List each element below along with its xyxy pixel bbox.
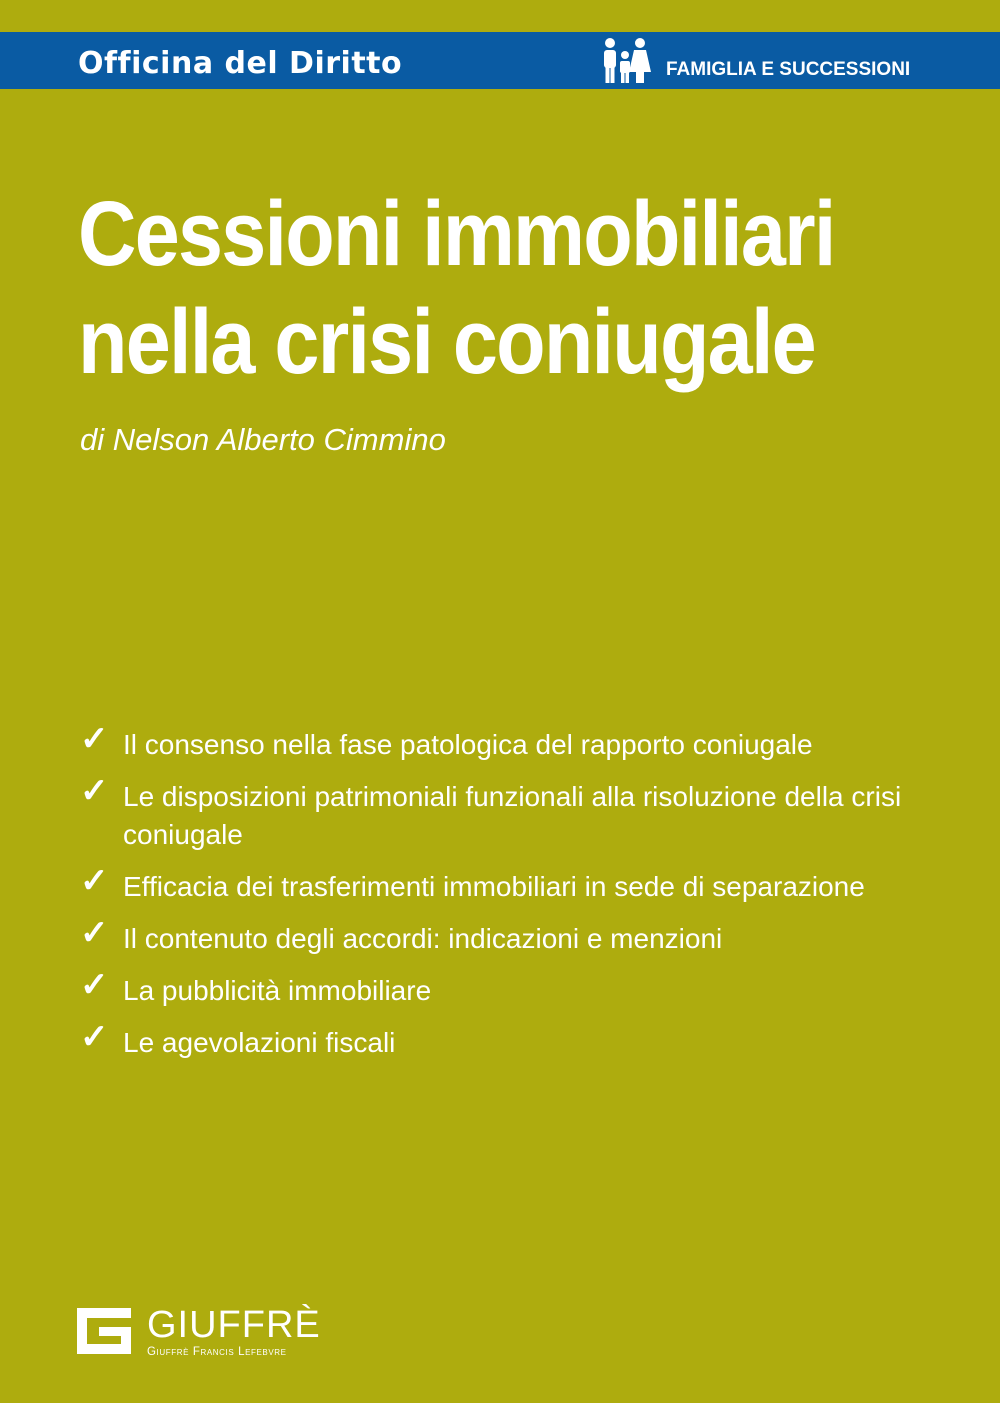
publisher-name: GIUFFRÈ bbox=[147, 1304, 321, 1346]
contents-list bbox=[80, 720, 940, 1076]
check-icon: ✓ bbox=[80, 966, 109, 1004]
check-icon: ✓ bbox=[80, 720, 109, 758]
list-item: ✓ Efficacia dei trasferimenti immobiliari in sede di separazione bbox=[80, 862, 865, 902]
list-item: ✓ La pubblicità immobiliare bbox=[80, 966, 432, 1006]
title-line-1: Cessioni immobiliari bbox=[78, 183, 835, 285]
title-line-2: nella crisi coniugale bbox=[78, 291, 815, 393]
publisher-subtitle: Giuffrè Francis Lefebvre bbox=[147, 1346, 287, 1358]
author: di Nelson Alberto Cimmino bbox=[80, 422, 446, 457]
family-icon bbox=[602, 37, 652, 85]
list-item: ✓ Il consenso nella fase patologica del rapporto coniugale bbox=[80, 720, 813, 760]
check-icon: ✓ bbox=[80, 1018, 109, 1056]
list-item: ✓ Le disposizioni patrimoniali funzionali alla risoluzione della crisi coniugale bbox=[80, 772, 902, 850]
book-title bbox=[78, 180, 835, 396]
list-item: ✓ Le agevolazioni fiscali bbox=[80, 1018, 396, 1058]
check-icon: ✓ bbox=[80, 772, 109, 810]
check-icon: ✓ bbox=[80, 862, 109, 900]
series-name: Officina del Diritto bbox=[78, 46, 403, 81]
check-icon: ✓ bbox=[80, 914, 109, 952]
giuffre-logo-icon bbox=[77, 1308, 137, 1354]
category-label: FAMIGLIA E SUCCESSIONI bbox=[666, 59, 911, 80]
list-item: ✓ Il contenuto degli accordi: indicazioni e menzioni bbox=[80, 914, 723, 954]
